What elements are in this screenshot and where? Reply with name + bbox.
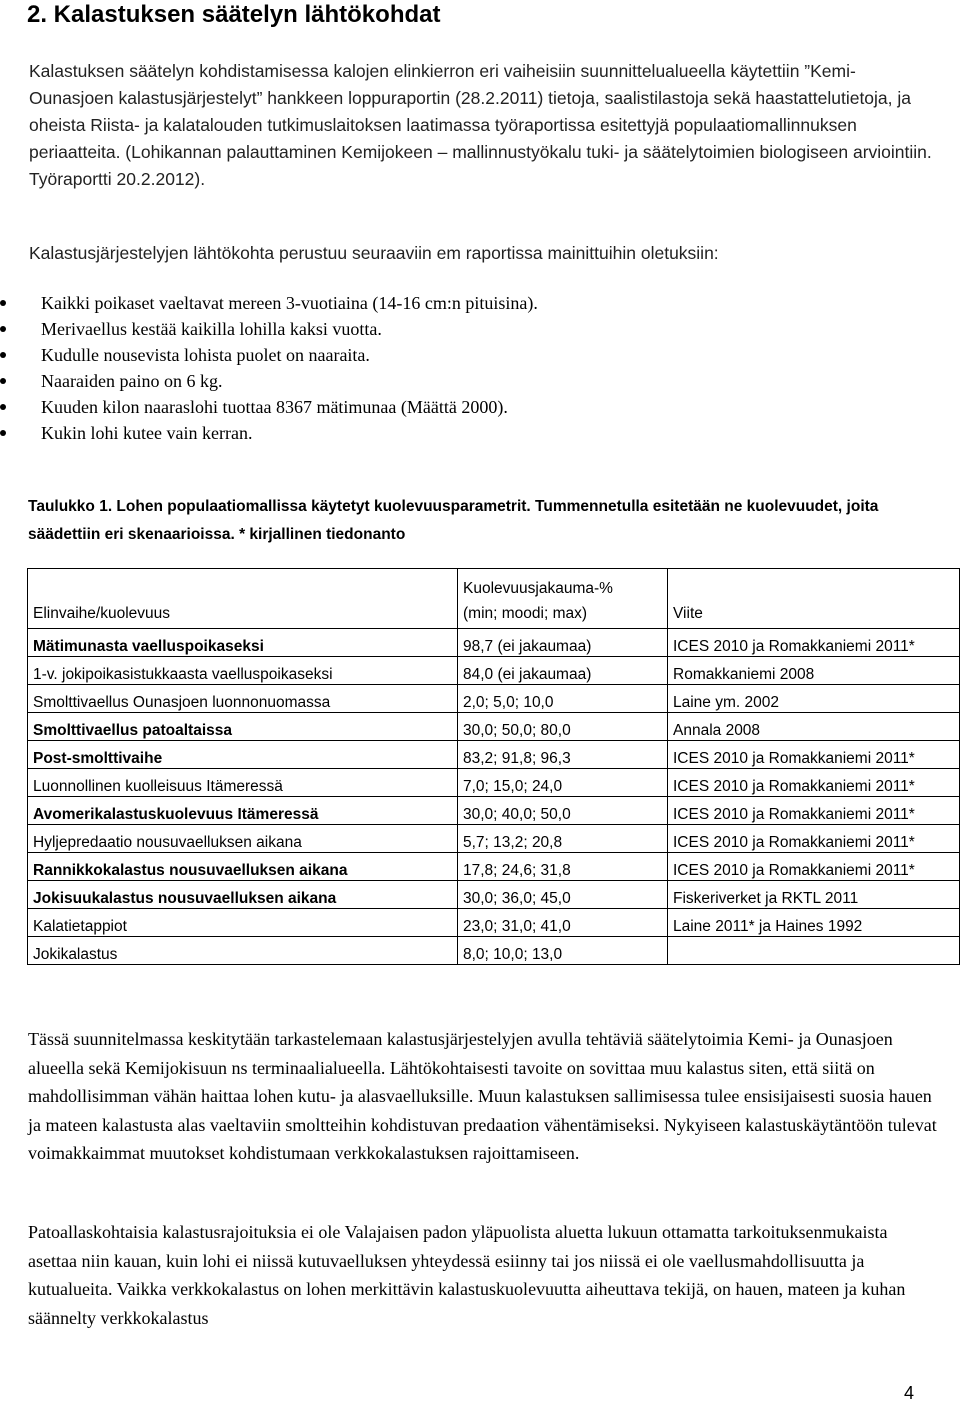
stage-cell: Kalatietappiot — [28, 909, 458, 937]
table-caption: Taulukko 1. Lohen populaatiomallissa käytetyt kuolevuusparametrit. Tummennetulla esitetään ne kuolevuudet, joita säädettiin eri skenaarioissa. * kirjallinen tiedonanto — [28, 498, 879, 543]
column-header-distribution: Kuolevuusjakauma-% (min; moodi; max) — [458, 569, 668, 629]
reference-cell: ICES 2010 ja Romakkaniemi 2011* — [668, 797, 960, 825]
table-row — [28, 629, 960, 657]
reference-cell: Fiskeriverket ja RKTL 2011 — [668, 881, 960, 909]
stage-cell: Avomerikalastuskuolevuus Itämeressä — [28, 797, 458, 825]
stage-cell: Mätimunasta vaelluspoikaseksi — [28, 629, 458, 657]
table-row — [28, 881, 960, 909]
table-row — [28, 909, 960, 937]
distribution-cell: 8,0; 10,0; 13,0 — [458, 937, 668, 965]
distribution-cell: 84,0 (ei jakaumaa) — [458, 657, 668, 685]
reference-cell: ICES 2010 ja Romakkaniemi 2011* — [668, 629, 960, 657]
assumptions-list — [0, 290, 940, 446]
reference-cell: Annala 2008 — [668, 713, 960, 741]
distribution-cell: 17,8; 24,6; 31,8 — [458, 853, 668, 881]
bullet-icon — [0, 430, 6, 436]
distribution-cell: 5,7; 13,2; 20,8 — [458, 825, 668, 853]
stage-cell: Smolttivaellus patoaltaissa — [28, 713, 458, 741]
bullet-icon — [0, 378, 6, 384]
stage-cell: Post-smolttivaihe — [28, 741, 458, 769]
table-row — [28, 713, 960, 741]
reference-cell — [668, 937, 960, 965]
bullet-icon — [0, 352, 6, 358]
distribution-cell: 7,0; 15,0; 24,0 — [458, 769, 668, 797]
reference-cell: ICES 2010 ja Romakkaniemi 2011* — [668, 825, 960, 853]
stage-cell: 1-v. jokipoikasistukkaasta vaelluspoikaseksi — [28, 657, 458, 685]
reference-cell: ICES 2010 ja Romakkaniemi 2011* — [668, 769, 960, 797]
table-row — [28, 657, 960, 685]
list-item: Merivaellus kestää kaikilla lohilla kaksi vuotta. — [0, 316, 940, 342]
reference-cell: ICES 2010 ja Romakkaniemi 2011* — [668, 853, 960, 881]
mortality-table — [27, 568, 960, 965]
table-row — [28, 853, 960, 881]
table-row — [28, 797, 960, 825]
bullet-icon — [0, 404, 6, 410]
table-header-row — [28, 569, 960, 629]
distribution-cell: 23,0; 31,0; 41,0 — [458, 909, 668, 937]
table-row — [28, 769, 960, 797]
stage-cell: Smolttivaellus Ounasjoen luonnonuomassa — [28, 685, 458, 713]
distribution-cell: 2,0; 5,0; 10,0 — [458, 685, 668, 713]
list-item: Kuuden kilon naaraslohi tuottaa 8367 mätimunaa (Määttä 2000). — [0, 394, 940, 420]
table-row — [28, 825, 960, 853]
body-paragraph: Tässä suunnitelmassa keskitytään tarkastelemaan kalastusjärjestelyjen avulla tehtäviä säätelytoimia Kemi- ja Ounasjoen alueella sekä Kemijokisuun ns terminaalialueella. Lähtökohtaisesti tavoite on sovittaa muu kalastus siten, että siitä on mahdollisimman vähän haittaa lohen kutu- ja alasvaelluksille. Muun kalastuksen sallimisessa tulee ensisijaisesti suosia hauen ja mateen kalastusta alas vaeltaviin smoltteihin kohdistuvan predaation vähentämiseksi. Nykyiseen kalastuskäytäntöön tulevat voimakkaimmat muutokset kohdistumaan verkkokalastuksen rajoittamiseen. — [28, 1029, 937, 1164]
column-header-reference: Viite — [668, 569, 960, 629]
stage-cell: Jokikalastus — [28, 937, 458, 965]
column-header-stage: Elinvaihe/kuolevuus — [28, 569, 458, 629]
reference-cell: Laine ym. 2002 — [668, 685, 960, 713]
list-item: Kukin lohi kutee vain kerran. — [0, 420, 940, 446]
table-row — [28, 685, 960, 713]
list-item: Kudulle nousevista lohista puolet on naaraita. — [0, 342, 940, 368]
list-item: Naaraiden paino on 6 kg. — [0, 368, 940, 394]
bullet-icon — [0, 326, 6, 332]
page-number: 4 — [904, 1383, 915, 1403]
reference-cell: ICES 2010 ja Romakkaniemi 2011* — [668, 741, 960, 769]
stage-cell: Rannikkokalastus nousuvaelluksen aikana — [28, 853, 458, 881]
distribution-cell: 30,0; 50,0; 80,0 — [458, 713, 668, 741]
distribution-cell: 83,2; 91,8; 96,3 — [458, 741, 668, 769]
list-item: Kaikki poikaset vaeltavat mereen 3-vuotiaina (14-16 cm:n pituisina). — [0, 290, 940, 316]
stage-cell: Jokisuukalastus nousuvaelluksen aikana — [28, 881, 458, 909]
distribution-cell: 30,0; 36,0; 45,0 — [458, 881, 668, 909]
table-row — [28, 937, 960, 965]
reference-cell: Romakkaniemi 2008 — [668, 657, 960, 685]
reference-cell: Laine 2011* ja Haines 1992 — [668, 909, 960, 937]
intro-paragraph: Kalastuksen säätelyn kohdistamisessa kalojen elinkierron eri vaiheisiin suunnittelualueella käytettiin ”Kemi-Ounasjoen kalastusjärjestelyt” hankkeen loppuraportin (28.2.2011) tietoja, saalistilastoja sekä haastattelutietoja, ja oheista Riista- ja kalatalouden tutkimuslaitoksen laatimassa työraportissa esitettyjä populaatiomallinnuksen periaatteita. (Lohikannan palauttaminen Kemijokeen – mallinnustyökalu tuki- ja säätelytoimien biologiseen arviointiin. Työraportti 20.2.2012). — [29, 61, 932, 189]
distribution-cell: 30,0; 40,0; 50,0 — [458, 797, 668, 825]
stage-cell: Hyljepredaatio nousuvaelluksen aikana — [28, 825, 458, 853]
section-heading: 2. Kalastuksen säätelyn lähtökohdat — [27, 1, 441, 28]
bullet-icon — [0, 300, 6, 306]
table-row — [28, 741, 960, 769]
body-paragraph: Patoallaskohtaisia kalastusrajoituksia ei ole Valajaisen padon yläpuolista aluetta lukuun ottamatta tarkoituksenmukaista asettaa niin kauan, kuin lohi ei niissä kutuvaelluksen yhteydessä esiinny tai jos niissä ei ole vaellusmahdollisuutta ja kutualueita. Vaikka verkkokalastus on lohen merkittävin kalastuskuolevuutta aiheuttava tekijä, on hauen, mateen ja kuhan säännelty verkkokalastus — [28, 1222, 906, 1328]
assumptions-intro: Kalastusjärjestelyjen lähtökohta perustuu seuraaviin em raportissa mainittuihin oletuksiin: — [29, 243, 719, 263]
distribution-cell: 98,7 (ei jakaumaa) — [458, 629, 668, 657]
stage-cell: Luonnollinen kuolleisuus Itämeressä — [28, 769, 458, 797]
